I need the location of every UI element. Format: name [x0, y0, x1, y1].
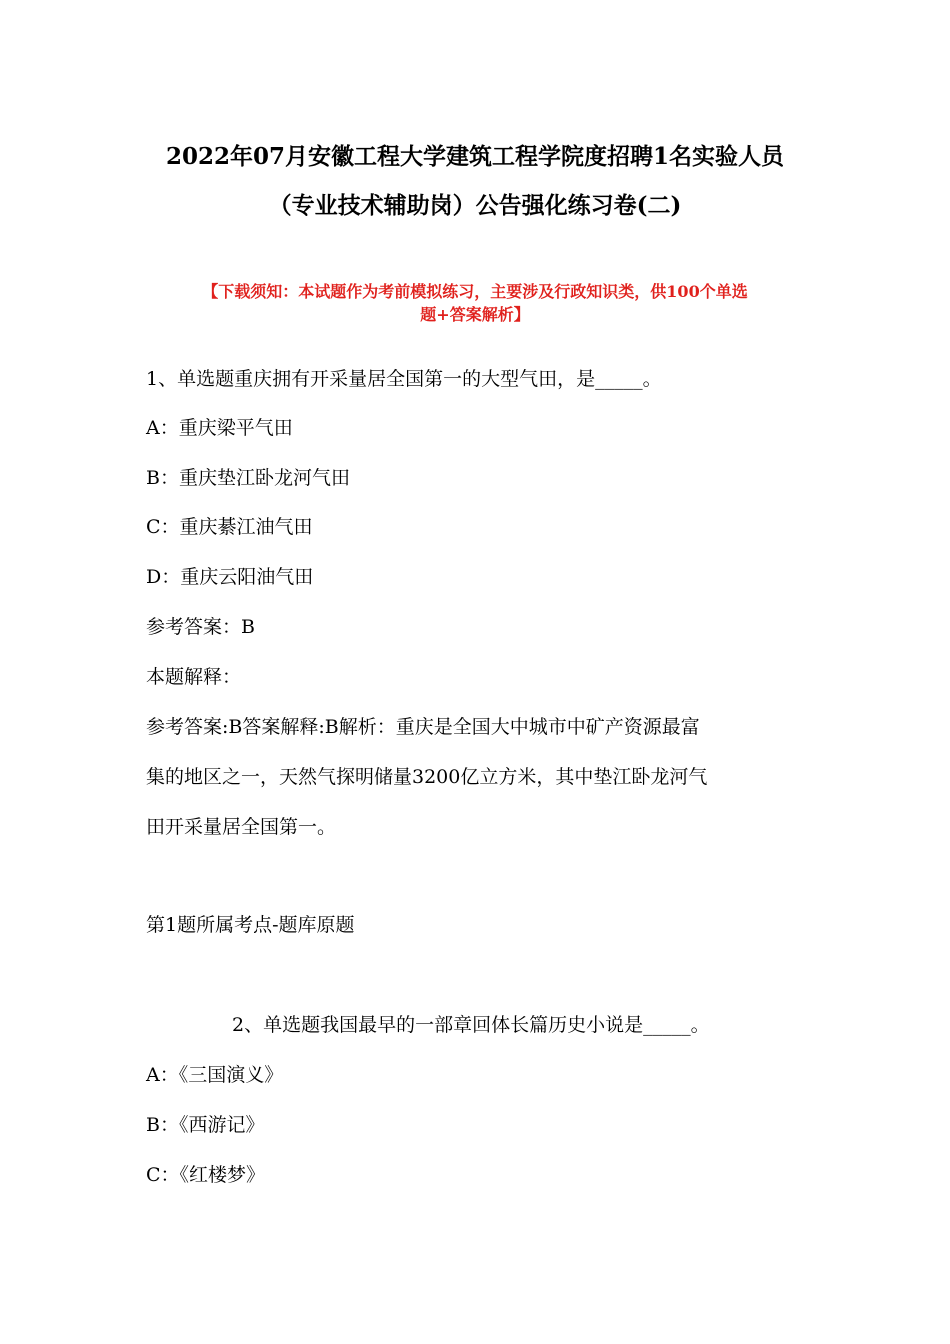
question-1-stem: 1、单选题重庆拥有开采量居全国第一的大型气田，是_____。	[146, 368, 662, 390]
question-1-explain-label: 本题解释：	[146, 666, 242, 688]
question-2-stem: 2、单选题我国最早的一部章回体长篇历史小说是_____。	[232, 1014, 710, 1036]
question-1-explain-line-2: 集的地区之一，天然气探明储量3200亿立方米，其中垫江卧龙河气	[146, 766, 708, 788]
question-1-option-b: B：重庆垫江卧龙河气田	[146, 467, 350, 489]
question-1-answer: 参考答案：B	[146, 616, 255, 638]
question-2-option-c: C：《红楼梦》	[146, 1164, 266, 1186]
download-notice-line-1: 【下载须知：本试题作为考前模拟练习，主要涉及行政知识类，供100个单选	[202, 282, 748, 301]
question-1-explain-line-3: 田开采量居全国第一。	[146, 816, 337, 838]
document-title-line-1: 2022年07月安徽工程大学建筑工程学院度招聘1名实验人员	[165, 143, 785, 170]
question-2-option-b: B：《西游记》	[146, 1114, 265, 1136]
question-1-point: 第1题所属考点-题库原题	[146, 914, 355, 936]
document-title-line-2: （专业技术辅助岗）公告强化练习卷(二)	[268, 192, 682, 219]
question-1-option-a: A：重庆梁平气田	[146, 417, 293, 439]
question-1-option-d: D：重庆云阳油气田	[146, 566, 314, 588]
question-1-option-c: C：重庆綦江油气田	[146, 516, 313, 538]
question-1-explain-line-1: 参考答案:B答案解释:B解析：重庆是全国大中城市中矿产资源最富	[146, 716, 700, 738]
question-2-option-a: A：《三国演义》	[146, 1064, 284, 1086]
download-notice-line-2: 题+答案解析】	[420, 305, 530, 324]
